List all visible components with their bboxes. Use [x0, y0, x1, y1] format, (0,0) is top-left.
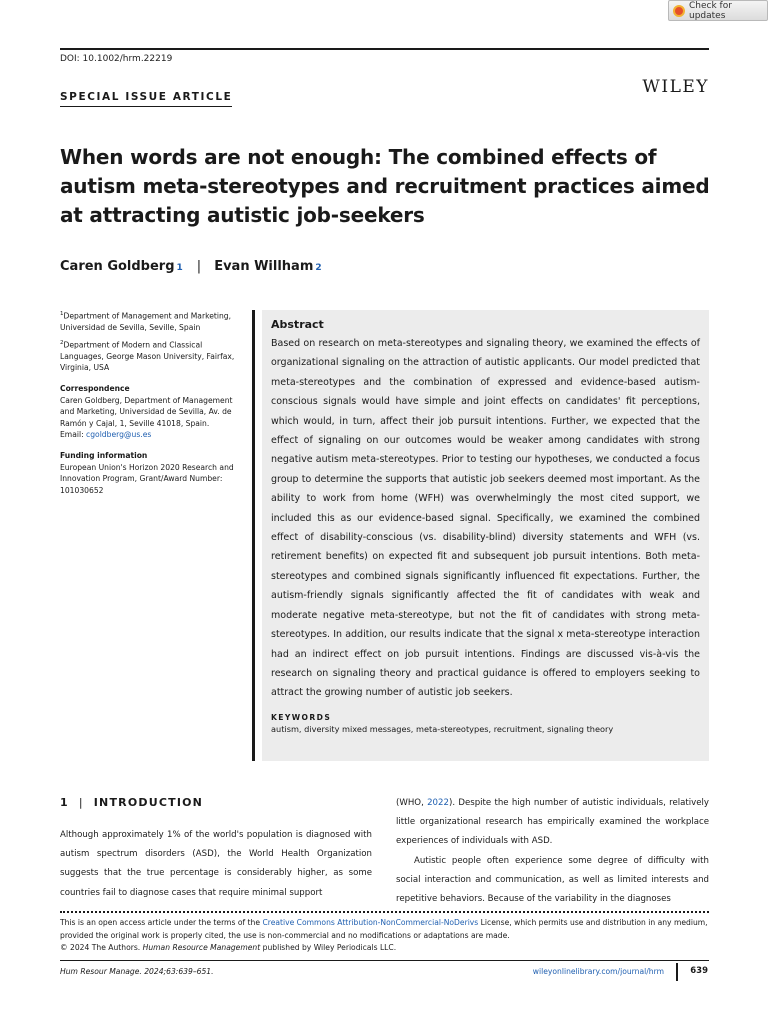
body-column-right: [396, 794, 709, 909]
section-separator: |: [78, 796, 84, 809]
body-text: (WHO,: [396, 798, 428, 808]
body-paragraph: Autistic people often experience some degree of difficulty with social interaction and communication, as well as limited interests and repetitive behaviors. Because of the variability in the diagnoses: [396, 855, 709, 905]
section-number: 1: [60, 796, 69, 809]
footer-divider: [676, 963, 678, 981]
section-title: INTRODUCTION: [93, 796, 204, 809]
license-notice: [60, 917, 709, 955]
author-name[interactable]: Caren Goldberg: [60, 259, 175, 274]
correspondence-address: Caren Goldberg, Department of Management and Marketing, Universidad de Sevilla, Av. de Ramón y Cajal, 1, Seville 41018, Spain.: [60, 395, 233, 428]
article-type: SPECIAL ISSUE ARTICLE: [60, 91, 233, 103]
funding-text: European Union's Horizon 2020 Research and Innovation Program, Grant/Award Number: 101030652: [60, 462, 234, 495]
journal-url-link[interactable]: wileyonlinelibrary.com/journal/hrm: [532, 967, 664, 976]
section-heading: [60, 796, 203, 809]
funding-heading: Funding information: [60, 451, 148, 460]
journal-name: Human Resource Management: [142, 943, 261, 953]
abstract-box: [262, 310, 709, 761]
footer-rule: [60, 960, 709, 961]
affiliation-text: Department of Modern and Classical Languages, George Mason University, Fairfax, Virginia, USA: [60, 340, 235, 373]
license-text: License, which permits use and distribution in any medium, provided the original work is properly cited, the use is non-commercial and no modifications or adaptations are made.: [60, 918, 708, 940]
check-for-updates-button[interactable]: [668, 0, 768, 21]
license-divider: [60, 911, 709, 913]
affiliation-text: Department of Management and Marketing, Universidad de Sevilla, Seville, Spain: [60, 311, 231, 333]
copyright-text: © 2024 The Authors.: [60, 943, 143, 953]
email-label: Email:: [60, 430, 87, 440]
affiliation-sup: 2: [60, 339, 64, 346]
correspondence-heading: Correspondence: [60, 384, 130, 394]
body-paragraph: [396, 794, 709, 852]
license-line: [60, 917, 709, 942]
affiliation: [60, 309, 246, 334]
body-text: ). Despite the high number of autistic individuals, relatively little organizational research has empirically examined the workplace experiences of individuals with ASD.: [396, 798, 710, 847]
abstract-rule: [252, 310, 255, 761]
author-list: [60, 259, 322, 274]
abstract-text: Based on research on meta-stereotypes and signaling theory, we examined the effects of organizational signaling on the attraction of autistic applicants. Our model predicted that meta-stereotypes and the combination of expressed and evidence-based autism-conscious signals would have simple and joint effects on candidates' fit perceptions, which would, in turn, affect their job pursuit intentions. Further, we expected that the effect of signaling on our outcomes would be weaker among candidates with strong negative autism meta-stereotypes. Prior to testing our hypotheses, we conducted a focus group to determine the supports that autistic job seekers deemed most important. As the ability to work from home (WFH) was overwhelmingly the most cited support, we included this as our evidence-based signal. Specifically, we examined the combined effect of disability-conscious (vs. disability-blind) diversity statements and WFH (vs. retirement benefits) on expected fit and subsequent job pursuit intentions. Both meta-stereotypes and combined signals significantly influenced fit expectations. Further, the autism-friendly signals significantly affected the fit of candidates with weak and moderate negative meta-stereotype, but not the fit of candidates with strong meta-stereotypes. In addition, our results indicate that the signal x meta-stereotype interaction had an indirect effect on job pursuit intentions. Findings are discussed vis-à-vis the research on signaling theory and practical guidance is offered to employers seeking to attract the growing number of autistic job seekers.: [271, 338, 700, 699]
keywords-text: autism, diversity mixed messages, meta-stereotypes, recruitment, signaling theory: [271, 723, 614, 734]
affiliation-sup: 1: [60, 311, 64, 317]
author-separator: |: [196, 259, 202, 274]
article-type-underline: [60, 106, 232, 107]
correspondence-text: [60, 395, 246, 441]
body-paragraph-left: Although approximately 1% of the world's population is diagnosed with autism spectrum disorders (ASD), the World Health Organization suggests that the true percentage is considerably higher, as some countries fail to diagnose cases that require minimal support: [60, 830, 372, 898]
publisher-logo: WILEY: [642, 77, 709, 97]
abstract-heading: Abstract: [271, 318, 324, 331]
article-title: When words are not enough: The combined effects of autism meta-stereotypes and recruitment practices aimed at attracting autistic job-seekers: [60, 145, 710, 227]
affiliation: [60, 338, 246, 374]
affiliation-marker[interactable]: 1: [176, 263, 183, 273]
author-name[interactable]: Evan Willham: [214, 259, 314, 274]
affiliations-panel: [60, 309, 246, 500]
license-link[interactable]: Creative Commons Attribution-NonCommercial-NoDerivs: [262, 918, 479, 927]
copyright-text: published by Wiley Periodicals LLC.: [260, 943, 397, 953]
doi: DOI: 10.1002/hrm.22219: [60, 54, 173, 64]
affiliation-marker[interactable]: 2: [315, 263, 322, 273]
footer-citation: Hum Resour Manage. 2024;63:639–651.: [60, 967, 214, 976]
citation-link[interactable]: 2022: [427, 798, 449, 808]
page-number: 639: [690, 966, 708, 976]
crossmark-icon: [673, 5, 685, 17]
top-rule: [60, 48, 709, 50]
email-link[interactable]: cgoldberg@us.es: [86, 430, 152, 440]
check-for-updates-label: Check for updates: [689, 0, 732, 21]
copyright-line: [60, 942, 709, 955]
license-text: This is an open access article under the terms of the: [60, 918, 263, 927]
keywords-heading: KEYWORDS: [271, 712, 332, 722]
